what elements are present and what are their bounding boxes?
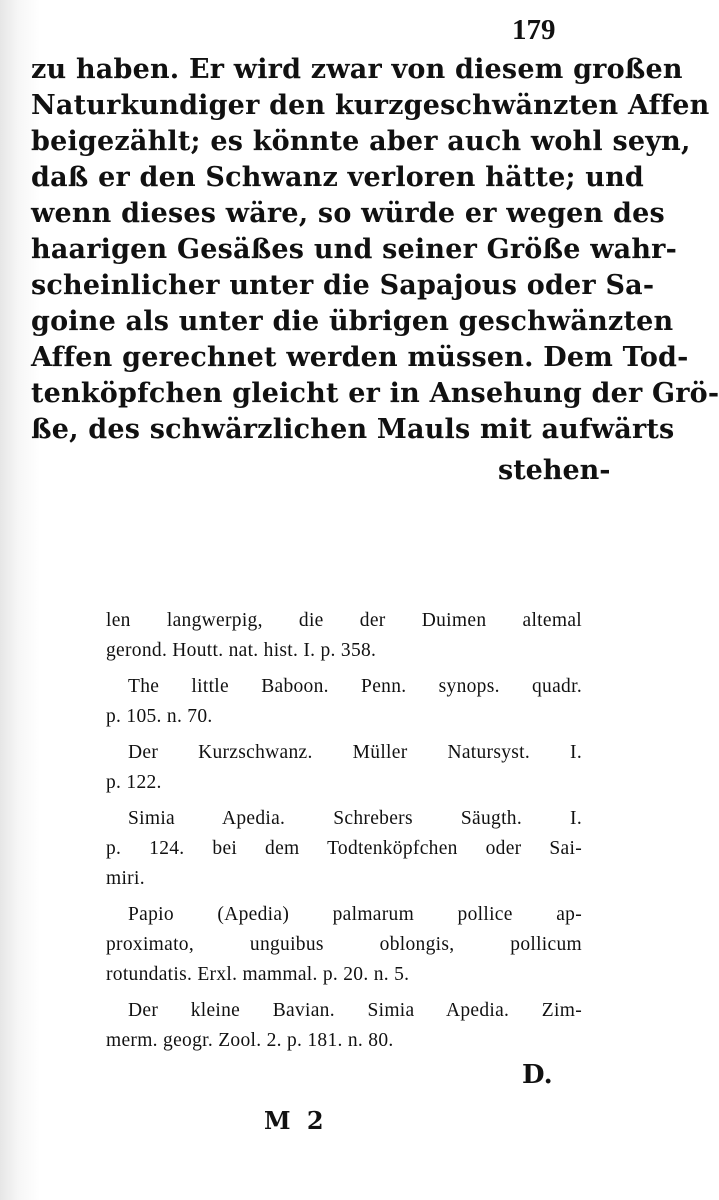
main-text-line: wenn dieses wäre, so würde er wegen des — [31, 198, 665, 229]
footnote-line: p. 105. n. 70. — [106, 706, 213, 727]
main-text-line: scheinlicher unter die Sapajous oder Sa- — [31, 270, 655, 301]
main-text-line: tenköpfchen gleicht er in Ansehung der Grö- — [31, 378, 719, 409]
main-text-line: Naturkundiger den kurzgeschwänzten Affen — [31, 90, 710, 121]
footnote-line: proximato, unguibus oblongis, pollicum — [106, 934, 582, 955]
footnote-line: miri. — [106, 868, 145, 889]
printer-signature: M 2 — [264, 1106, 328, 1135]
footnote-line: p. 122. — [106, 772, 162, 793]
catchword: stehen- — [498, 455, 611, 486]
main-text-line: daß er den Schwanz verloren hätte; und — [31, 162, 644, 193]
footnote-line: The little Baboon. Penn. synops. quadr. — [128, 676, 582, 697]
footnote-line: merm. geogr. Zool. 2. p. 181. n. 80. — [106, 1030, 394, 1051]
footnote-line: rotundatis. Erxl. mammal. p. 20. n. 5. — [106, 964, 410, 985]
signature-mark: D. — [522, 1060, 553, 1090]
page-number: 179 — [512, 14, 556, 46]
footnote-line: Simia Apedia. Schrebers Säugth. I. — [128, 808, 582, 829]
footnote-line: gerond. Houtt. nat. hist. I. p. 358. — [106, 640, 377, 661]
main-text-line: zu haben. Er wird zwar von diesem großen — [31, 54, 683, 85]
main-text-block — [31, 52, 719, 448]
main-text-line: goine als unter die übrigen geschwänzten — [31, 306, 674, 337]
footnote-line: Der kleine Bavian. Simia Apedia. Zim- — [128, 1000, 582, 1021]
footnote-line: Der Kurzschwanz. Müller Natursyst. I. — [128, 742, 582, 763]
footnote-block — [106, 606, 582, 1056]
footnote-line: p. 124. bei dem Todtenköpfchen oder Sai- — [106, 838, 582, 859]
footnote-line: len langwerpig, die der Duimen altemal — [106, 610, 582, 631]
main-text-line: Affen gerechnet werden müssen. Dem Tod- — [31, 342, 689, 373]
main-text-line: ße, des schwärzlichen Mauls mit aufwärts — [31, 414, 675, 445]
main-text-line: beigezählt; es könnte aber auch wohl seyn, — [31, 126, 691, 157]
footnote-line: Papio (Apedia) palmarum pollice ap- — [128, 904, 582, 925]
main-text-line: haarigen Gesäßes und seiner Größe wahr- — [31, 234, 678, 265]
